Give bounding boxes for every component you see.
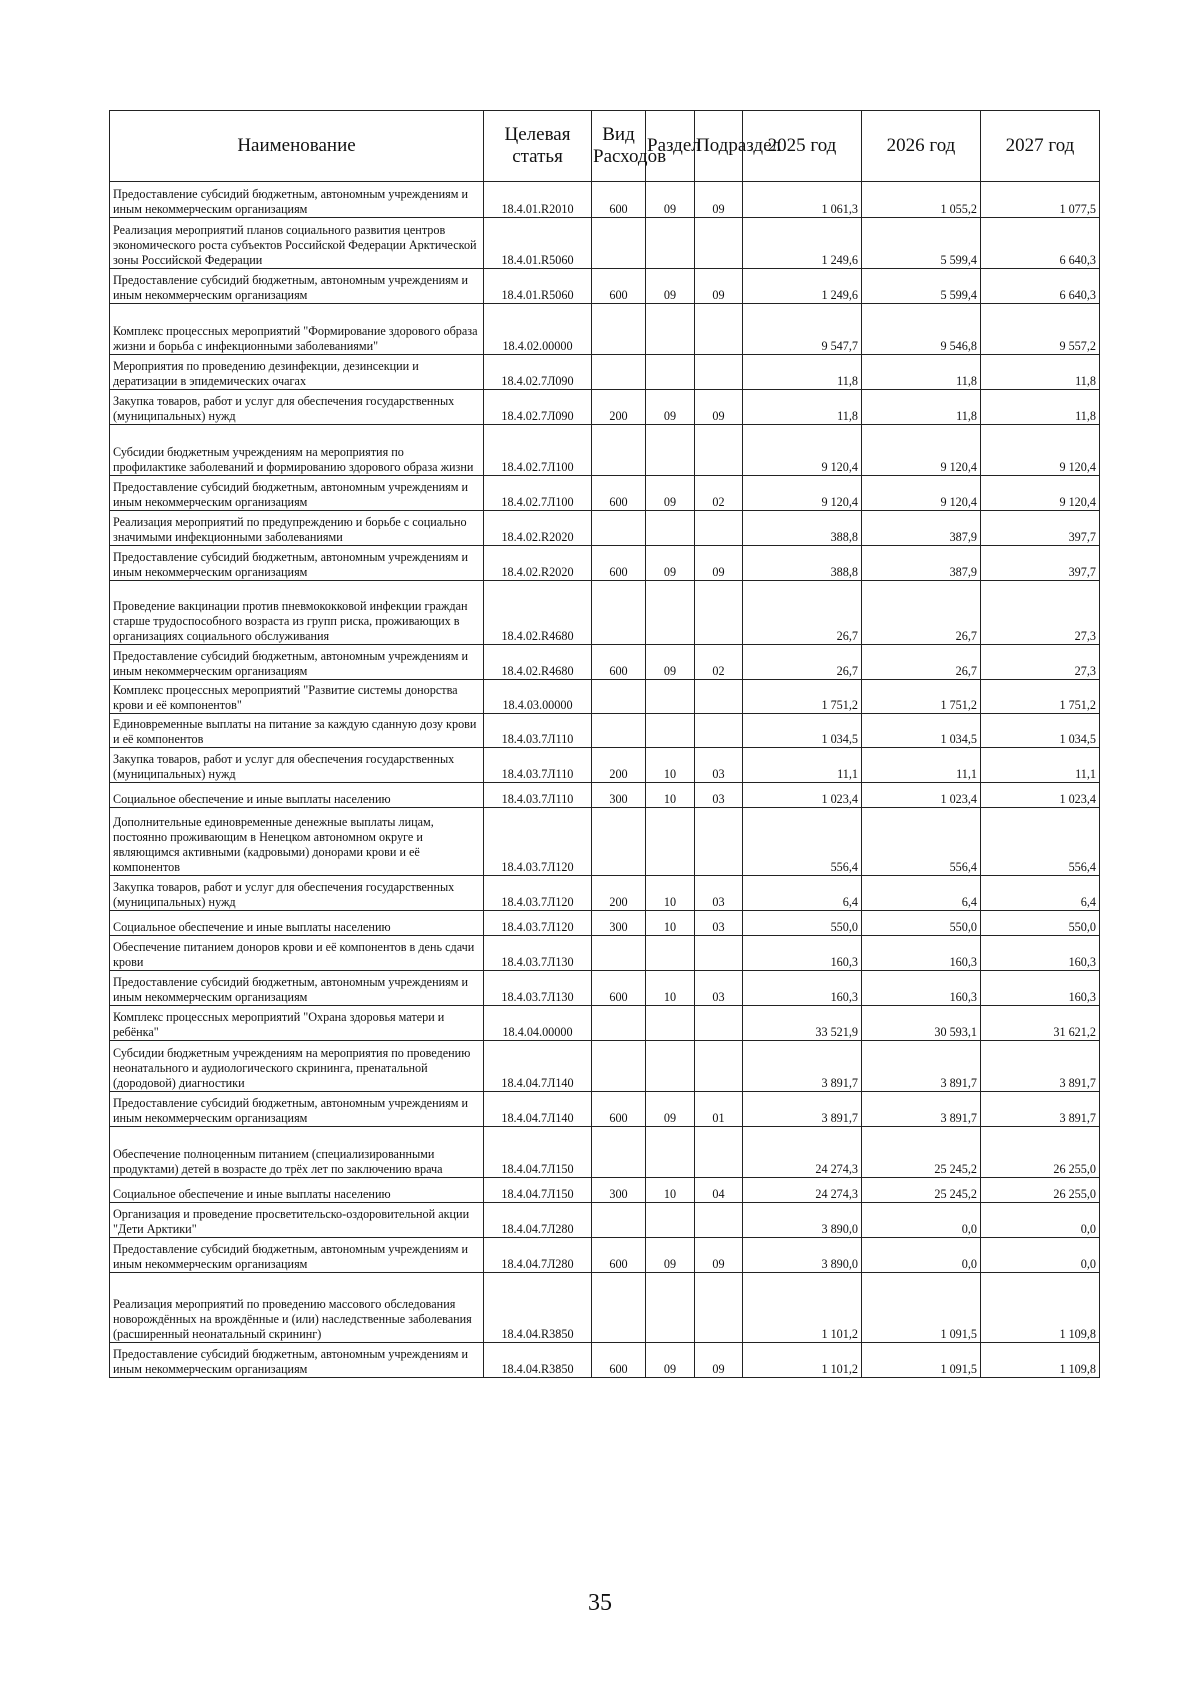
header-expense-type: Вид Расходов [592, 111, 646, 182]
cell-year-2026: 0,0 [862, 1203, 981, 1238]
cell-name: Комплекс процессных мероприятий "Развитие системы донорства крови и её компонентов" [110, 680, 484, 714]
cell-expense-type: 200 [592, 876, 646, 911]
cell-year-2025: 11,8 [743, 390, 862, 425]
cell-name: Обеспечение полноценным питанием (специализированными продуктами) детей в возрасте до трёх лет по заключению врача [110, 1127, 484, 1178]
cell-year-2026: 30 593,1 [862, 1006, 981, 1041]
cell-name: Предоставление субсидий бюджетным, автономным учреждениям и иным некоммерческим организациям [110, 269, 484, 304]
cell-section [646, 218, 695, 269]
cell-expense-type [592, 714, 646, 748]
cell-section [646, 714, 695, 748]
cell-year-2026: 26,7 [862, 581, 981, 645]
budget-table [109, 110, 1100, 1378]
cell-year-2026: 3 891,7 [862, 1041, 981, 1092]
cell-year-2026: 1 091,5 [862, 1343, 981, 1378]
cell-year-2025: 24 274,3 [743, 1178, 862, 1203]
cell-year-2026: 6,4 [862, 876, 981, 911]
cell-year-2026: 1 751,2 [862, 680, 981, 714]
cell-year-2025: 550,0 [743, 911, 862, 936]
table-row [110, 425, 1100, 476]
cell-expense-type [592, 936, 646, 971]
cell-expense-type [592, 355, 646, 390]
table-row [110, 645, 1100, 680]
cell-target-article: 18.4.02.7Л090 [484, 355, 592, 390]
cell-name: Обеспечение питанием доноров крови и её компонентов в день сдачи крови [110, 936, 484, 971]
cell-subsection [695, 1006, 743, 1041]
cell-year-2026: 3 891,7 [862, 1092, 981, 1127]
cell-year-2025: 26,7 [743, 581, 862, 645]
cell-subsection [695, 1041, 743, 1092]
header-subsection: Подраздел [695, 111, 743, 182]
cell-section: 09 [646, 1092, 695, 1127]
cell-target-article: 18.4.03.7Л110 [484, 714, 592, 748]
cell-year-2026: 25 245,2 [862, 1127, 981, 1178]
cell-year-2025: 1 023,4 [743, 783, 862, 808]
table-row [110, 1203, 1100, 1238]
cell-expense-type: 600 [592, 269, 646, 304]
table-row [110, 876, 1100, 911]
cell-year-2026: 11,1 [862, 748, 981, 783]
cell-section: 10 [646, 911, 695, 936]
cell-name: Социальное обеспечение и иные выплаты населению [110, 911, 484, 936]
table-row [110, 355, 1100, 390]
cell-expense-type: 300 [592, 1178, 646, 1203]
cell-year-2027: 1 109,8 [981, 1343, 1100, 1378]
table-row [110, 1343, 1100, 1378]
cell-year-2026: 11,8 [862, 390, 981, 425]
cell-year-2027: 11,1 [981, 748, 1100, 783]
cell-section [646, 425, 695, 476]
table-row [110, 1127, 1100, 1178]
cell-year-2026: 160,3 [862, 971, 981, 1006]
cell-subsection: 03 [695, 783, 743, 808]
cell-section: 10 [646, 876, 695, 911]
table-body [110, 182, 1100, 1378]
cell-section: 10 [646, 971, 695, 1006]
cell-section: 10 [646, 783, 695, 808]
cell-year-2027: 3 891,7 [981, 1041, 1100, 1092]
cell-subsection [695, 1127, 743, 1178]
cell-section [646, 581, 695, 645]
table-row [110, 218, 1100, 269]
cell-expense-type [592, 1273, 646, 1343]
cell-year-2025: 1 061,3 [743, 182, 862, 218]
cell-year-2027: 1 034,5 [981, 714, 1100, 748]
cell-name: Предоставление субсидий бюджетным, автономным учреждениям и иным некоммерческим организациям [110, 546, 484, 581]
cell-year-2025: 26,7 [743, 645, 862, 680]
cell-year-2025: 11,8 [743, 355, 862, 390]
cell-year-2027: 0,0 [981, 1203, 1100, 1238]
cell-target-article: 18.4.04.7Л150 [484, 1127, 592, 1178]
cell-subsection [695, 304, 743, 355]
cell-expense-type [592, 808, 646, 876]
table-row [110, 748, 1100, 783]
cell-expense-type: 300 [592, 911, 646, 936]
cell-target-article: 18.4.02.00000 [484, 304, 592, 355]
header-year-2025: 2025 год [743, 111, 862, 182]
cell-name: Предоставление субсидий бюджетным, автономным учреждениям и иным некоммерческим организациям [110, 1238, 484, 1273]
cell-expense-type: 600 [592, 645, 646, 680]
header-year-2026: 2026 год [862, 111, 981, 182]
cell-year-2026: 1 091,5 [862, 1273, 981, 1343]
cell-name: Закупка товаров, работ и услуг для обеспечения государственных (муниципальных) нужд [110, 748, 484, 783]
cell-section [646, 304, 695, 355]
cell-subsection: 09 [695, 546, 743, 581]
cell-section: 09 [646, 546, 695, 581]
cell-expense-type [592, 425, 646, 476]
cell-expense-type [592, 1041, 646, 1092]
cell-year-2025: 160,3 [743, 971, 862, 1006]
cell-year-2026: 5 599,4 [862, 269, 981, 304]
cell-name: Комплекс процессных мероприятий "Формирование здорового образа жизни и борьба с инфекционными заболеваниями" [110, 304, 484, 355]
cell-target-article: 18.4.02.R2020 [484, 511, 592, 546]
cell-section [646, 808, 695, 876]
cell-target-article: 18.4.04.7Л280 [484, 1238, 592, 1273]
header-section: Раздел [646, 111, 695, 182]
cell-name: Предоставление субсидий бюджетным, автономным учреждениям и иным некоммерческим организациям [110, 971, 484, 1006]
cell-name: Проведение вакцинации против пневмококковой инфекции граждан старше трудоспособного возраста из групп риска, проживающих в организациях социального обслуживания [110, 581, 484, 645]
cell-expense-type: 600 [592, 476, 646, 511]
cell-section [646, 680, 695, 714]
cell-target-article: 18.4.04.7Л140 [484, 1092, 592, 1127]
cell-target-article: 18.4.01.R2010 [484, 182, 592, 218]
cell-year-2025: 160,3 [743, 936, 862, 971]
cell-year-2026: 1 055,2 [862, 182, 981, 218]
cell-target-article: 18.4.03.7Л110 [484, 748, 592, 783]
cell-name: Субсидии бюджетным учреждениям на мероприятия по проведению неонатального и аудиологического скрининга, пренатальной (дородовой) диагностики [110, 1041, 484, 1092]
table-row [110, 808, 1100, 876]
cell-section: 09 [646, 1343, 695, 1378]
cell-year-2025: 3 890,0 [743, 1238, 862, 1273]
cell-target-article: 18.4.02.R4680 [484, 581, 592, 645]
cell-year-2025: 6,4 [743, 876, 862, 911]
cell-year-2025: 3 891,7 [743, 1041, 862, 1092]
cell-subsection: 03 [695, 911, 743, 936]
cell-year-2026: 9 546,8 [862, 304, 981, 355]
cell-year-2025: 9 547,7 [743, 304, 862, 355]
cell-expense-type: 600 [592, 1092, 646, 1127]
cell-year-2026: 556,4 [862, 808, 981, 876]
cell-name: Закупка товаров, работ и услуг для обеспечения государственных (муниципальных) нужд [110, 390, 484, 425]
table-row [110, 1041, 1100, 1092]
cell-year-2027: 160,3 [981, 971, 1100, 1006]
cell-name: Мероприятия по проведению дезинфекции, дезинсекции и дератизации в эпидемических очагах [110, 355, 484, 390]
cell-year-2025: 1 101,2 [743, 1273, 862, 1343]
cell-year-2027: 397,7 [981, 511, 1100, 546]
cell-year-2026: 9 120,4 [862, 425, 981, 476]
cell-year-2025: 3 890,0 [743, 1203, 862, 1238]
cell-section: 09 [646, 645, 695, 680]
cell-year-2026: 1 023,4 [862, 783, 981, 808]
cell-name: Предоставление субсидий бюджетным, автономным учреждениям и иным некоммерческим организациям [110, 645, 484, 680]
cell-expense-type: 600 [592, 546, 646, 581]
page-number: 35 [588, 1590, 612, 1616]
cell-name: Предоставление субсидий бюджетным, автономным учреждениям и иным некоммерческим организациям [110, 1343, 484, 1378]
cell-subsection [695, 425, 743, 476]
cell-subsection: 09 [695, 269, 743, 304]
cell-year-2027: 6,4 [981, 876, 1100, 911]
table-row [110, 546, 1100, 581]
cell-target-article: 18.4.03.7Л120 [484, 911, 592, 936]
cell-year-2025: 24 274,3 [743, 1127, 862, 1178]
cell-year-2027: 1 109,8 [981, 1273, 1100, 1343]
cell-year-2025: 1 751,2 [743, 680, 862, 714]
cell-section: 09 [646, 269, 695, 304]
header-target-article: Целевая статья [484, 111, 592, 182]
cell-subsection: 03 [695, 971, 743, 1006]
cell-year-2025: 388,8 [743, 511, 862, 546]
cell-expense-type: 600 [592, 1343, 646, 1378]
cell-target-article: 18.4.03.7Л130 [484, 971, 592, 1006]
cell-subsection [695, 511, 743, 546]
cell-year-2026: 5 599,4 [862, 218, 981, 269]
table-row [110, 1006, 1100, 1041]
cell-year-2026: 11,8 [862, 355, 981, 390]
cell-name: Социальное обеспечение и иные выплаты населению [110, 783, 484, 808]
cell-subsection [695, 680, 743, 714]
cell-subsection: 02 [695, 645, 743, 680]
cell-name: Комплекс процессных мероприятий "Охрана здоровья матери и ребёнка" [110, 1006, 484, 1041]
cell-section [646, 1127, 695, 1178]
cell-year-2027: 31 621,2 [981, 1006, 1100, 1041]
table-row [110, 680, 1100, 714]
cell-name: Предоставление субсидий бюджетным, автономным учреждениям и иным некоммерческим организациям [110, 182, 484, 218]
cell-year-2027: 556,4 [981, 808, 1100, 876]
cell-year-2026: 387,9 [862, 511, 981, 546]
cell-year-2027: 27,3 [981, 645, 1100, 680]
table-row [110, 1092, 1100, 1127]
cell-target-article: 18.4.04.R3850 [484, 1343, 592, 1378]
cell-name: Реализация мероприятий по предупреждению и борьбе с социально значимыми инфекционными заболеваниями [110, 511, 484, 546]
cell-year-2027: 1 751,2 [981, 680, 1100, 714]
cell-section [646, 1006, 695, 1041]
cell-section: 10 [646, 748, 695, 783]
table-row [110, 581, 1100, 645]
cell-expense-type: 600 [592, 182, 646, 218]
cell-year-2027: 1 077,5 [981, 182, 1100, 218]
cell-target-article: 18.4.01.R5060 [484, 218, 592, 269]
table-row [110, 269, 1100, 304]
cell-target-article: 18.4.03.7Л120 [484, 876, 592, 911]
cell-target-article: 18.4.03.7Л120 [484, 808, 592, 876]
table-row [110, 783, 1100, 808]
cell-section: 09 [646, 182, 695, 218]
cell-year-2027: 550,0 [981, 911, 1100, 936]
cell-target-article: 18.4.03.7Л130 [484, 936, 592, 971]
cell-year-2025: 388,8 [743, 546, 862, 581]
cell-name: Реализация мероприятий по проведению массового обследования новорождённых на врождённые и (или) наследственные заболевания (расширенный неонатальный скрининг) [110, 1273, 484, 1343]
table-row [110, 911, 1100, 936]
cell-year-2026: 550,0 [862, 911, 981, 936]
cell-subsection [695, 808, 743, 876]
cell-section: 09 [646, 476, 695, 511]
cell-expense-type [592, 1203, 646, 1238]
cell-expense-type: 200 [592, 748, 646, 783]
cell-section [646, 1273, 695, 1343]
cell-year-2027: 160,3 [981, 936, 1100, 971]
cell-subsection [695, 714, 743, 748]
cell-year-2027: 27,3 [981, 581, 1100, 645]
cell-year-2027: 397,7 [981, 546, 1100, 581]
cell-section: 09 [646, 390, 695, 425]
cell-expense-type [592, 680, 646, 714]
cell-name: Социальное обеспечение и иные выплаты населению [110, 1178, 484, 1203]
cell-year-2027: 11,8 [981, 390, 1100, 425]
cell-target-article: 18.4.04.7Л150 [484, 1178, 592, 1203]
cell-subsection: 03 [695, 876, 743, 911]
cell-year-2027: 11,8 [981, 355, 1100, 390]
cell-year-2026: 160,3 [862, 936, 981, 971]
table-row [110, 304, 1100, 355]
cell-section: 09 [646, 1238, 695, 1273]
table-row [110, 511, 1100, 546]
cell-section: 10 [646, 1178, 695, 1203]
cell-section [646, 355, 695, 390]
cell-target-article: 18.4.04.7Л280 [484, 1203, 592, 1238]
cell-subsection: 02 [695, 476, 743, 511]
table-row [110, 714, 1100, 748]
cell-target-article: 18.4.03.00000 [484, 680, 592, 714]
table-row [110, 1273, 1100, 1343]
cell-expense-type: 300 [592, 783, 646, 808]
cell-target-article: 18.4.02.7Л100 [484, 425, 592, 476]
cell-subsection [695, 581, 743, 645]
cell-target-article: 18.4.02.7Л090 [484, 390, 592, 425]
cell-subsection: 01 [695, 1092, 743, 1127]
cell-target-article: 18.4.03.7Л110 [484, 783, 592, 808]
cell-year-2026: 387,9 [862, 546, 981, 581]
cell-year-2026: 9 120,4 [862, 476, 981, 511]
cell-year-2027: 1 023,4 [981, 783, 1100, 808]
cell-subsection: 09 [695, 1343, 743, 1378]
cell-name: Субсидии бюджетным учреждениям на мероприятия по профилактике заболеваний и формированию здорового образа жизни [110, 425, 484, 476]
cell-target-article: 18.4.04.7Л140 [484, 1041, 592, 1092]
cell-year-2027: 6 640,3 [981, 218, 1100, 269]
cell-year-2025: 556,4 [743, 808, 862, 876]
cell-year-2027: 3 891,7 [981, 1092, 1100, 1127]
cell-expense-type [592, 581, 646, 645]
header-name: Наименование [110, 111, 484, 182]
cell-year-2027: 9 120,4 [981, 425, 1100, 476]
cell-expense-type [592, 1006, 646, 1041]
header-year-2027: 2027 год [981, 111, 1100, 182]
cell-name: Единовременные выплаты на питание за каждую сданную дозу крови и её компонентов [110, 714, 484, 748]
cell-year-2025: 1 249,6 [743, 269, 862, 304]
cell-subsection [695, 1203, 743, 1238]
cell-expense-type [592, 511, 646, 546]
cell-expense-type: 600 [592, 1238, 646, 1273]
cell-name: Организация и проведение просветительско-оздоровительной акции "Дети Арктики" [110, 1203, 484, 1238]
cell-expense-type [592, 1127, 646, 1178]
cell-year-2025: 9 120,4 [743, 476, 862, 511]
cell-year-2027: 0,0 [981, 1238, 1100, 1273]
cell-year-2025: 1 101,2 [743, 1343, 862, 1378]
cell-subsection [695, 1273, 743, 1343]
cell-name: Предоставление субсидий бюджетным, автономным учреждениям и иным некоммерческим организациям [110, 1092, 484, 1127]
table-row [110, 476, 1100, 511]
table-row [110, 971, 1100, 1006]
cell-year-2025: 3 891,7 [743, 1092, 862, 1127]
cell-year-2026: 0,0 [862, 1238, 981, 1273]
cell-name: Закупка товаров, работ и услуг для обеспечения государственных (муниципальных) нужд [110, 876, 484, 911]
cell-subsection [695, 355, 743, 390]
cell-section [646, 1041, 695, 1092]
cell-name: Дополнительные единовременные денежные выплаты лицам, постоянно проживающим в Ненецком автономном округе и являющимся активными (кадровыми) донорами крови и её компонентов [110, 808, 484, 876]
cell-subsection [695, 936, 743, 971]
cell-year-2025: 1 249,6 [743, 218, 862, 269]
cell-year-2026: 1 034,5 [862, 714, 981, 748]
cell-section [646, 936, 695, 971]
cell-expense-type [592, 218, 646, 269]
table-row [110, 182, 1100, 218]
cell-subsection [695, 218, 743, 269]
cell-target-article: 18.4.04.R3850 [484, 1273, 592, 1343]
table-row [110, 936, 1100, 971]
cell-name: Реализация мероприятий планов социального развития центров экономического роста субъектов Российской Федерации Арктической зоны Российской Федерации [110, 218, 484, 269]
cell-year-2027: 9 120,4 [981, 476, 1100, 511]
cell-expense-type: 600 [592, 971, 646, 1006]
cell-expense-type: 200 [592, 390, 646, 425]
cell-year-2027: 26 255,0 [981, 1178, 1100, 1203]
cell-subsection: 03 [695, 748, 743, 783]
cell-target-article: 18.4.02.R4680 [484, 645, 592, 680]
cell-year-2026: 25 245,2 [862, 1178, 981, 1203]
cell-target-article: 18.4.02.R2020 [484, 546, 592, 581]
table-row [110, 1238, 1100, 1273]
table-row [110, 390, 1100, 425]
header-row [110, 111, 1100, 182]
cell-year-2025: 9 120,4 [743, 425, 862, 476]
cell-year-2025: 11,1 [743, 748, 862, 783]
cell-subsection: 09 [695, 1238, 743, 1273]
cell-year-2027: 6 640,3 [981, 269, 1100, 304]
cell-section [646, 511, 695, 546]
cell-expense-type [592, 304, 646, 355]
cell-target-article: 18.4.01.R5060 [484, 269, 592, 304]
table-row [110, 1178, 1100, 1203]
cell-name: Предоставление субсидий бюджетным, автономным учреждениям и иным некоммерческим организациям [110, 476, 484, 511]
cell-subsection: 09 [695, 182, 743, 218]
cell-year-2025: 1 034,5 [743, 714, 862, 748]
cell-target-article: 18.4.04.00000 [484, 1006, 592, 1041]
cell-year-2027: 26 255,0 [981, 1127, 1100, 1178]
cell-year-2027: 9 557,2 [981, 304, 1100, 355]
cell-subsection: 09 [695, 390, 743, 425]
cell-section [646, 1203, 695, 1238]
cell-year-2025: 33 521,9 [743, 1006, 862, 1041]
cell-subsection: 04 [695, 1178, 743, 1203]
cell-target-article: 18.4.02.7Л100 [484, 476, 592, 511]
cell-year-2026: 26,7 [862, 645, 981, 680]
